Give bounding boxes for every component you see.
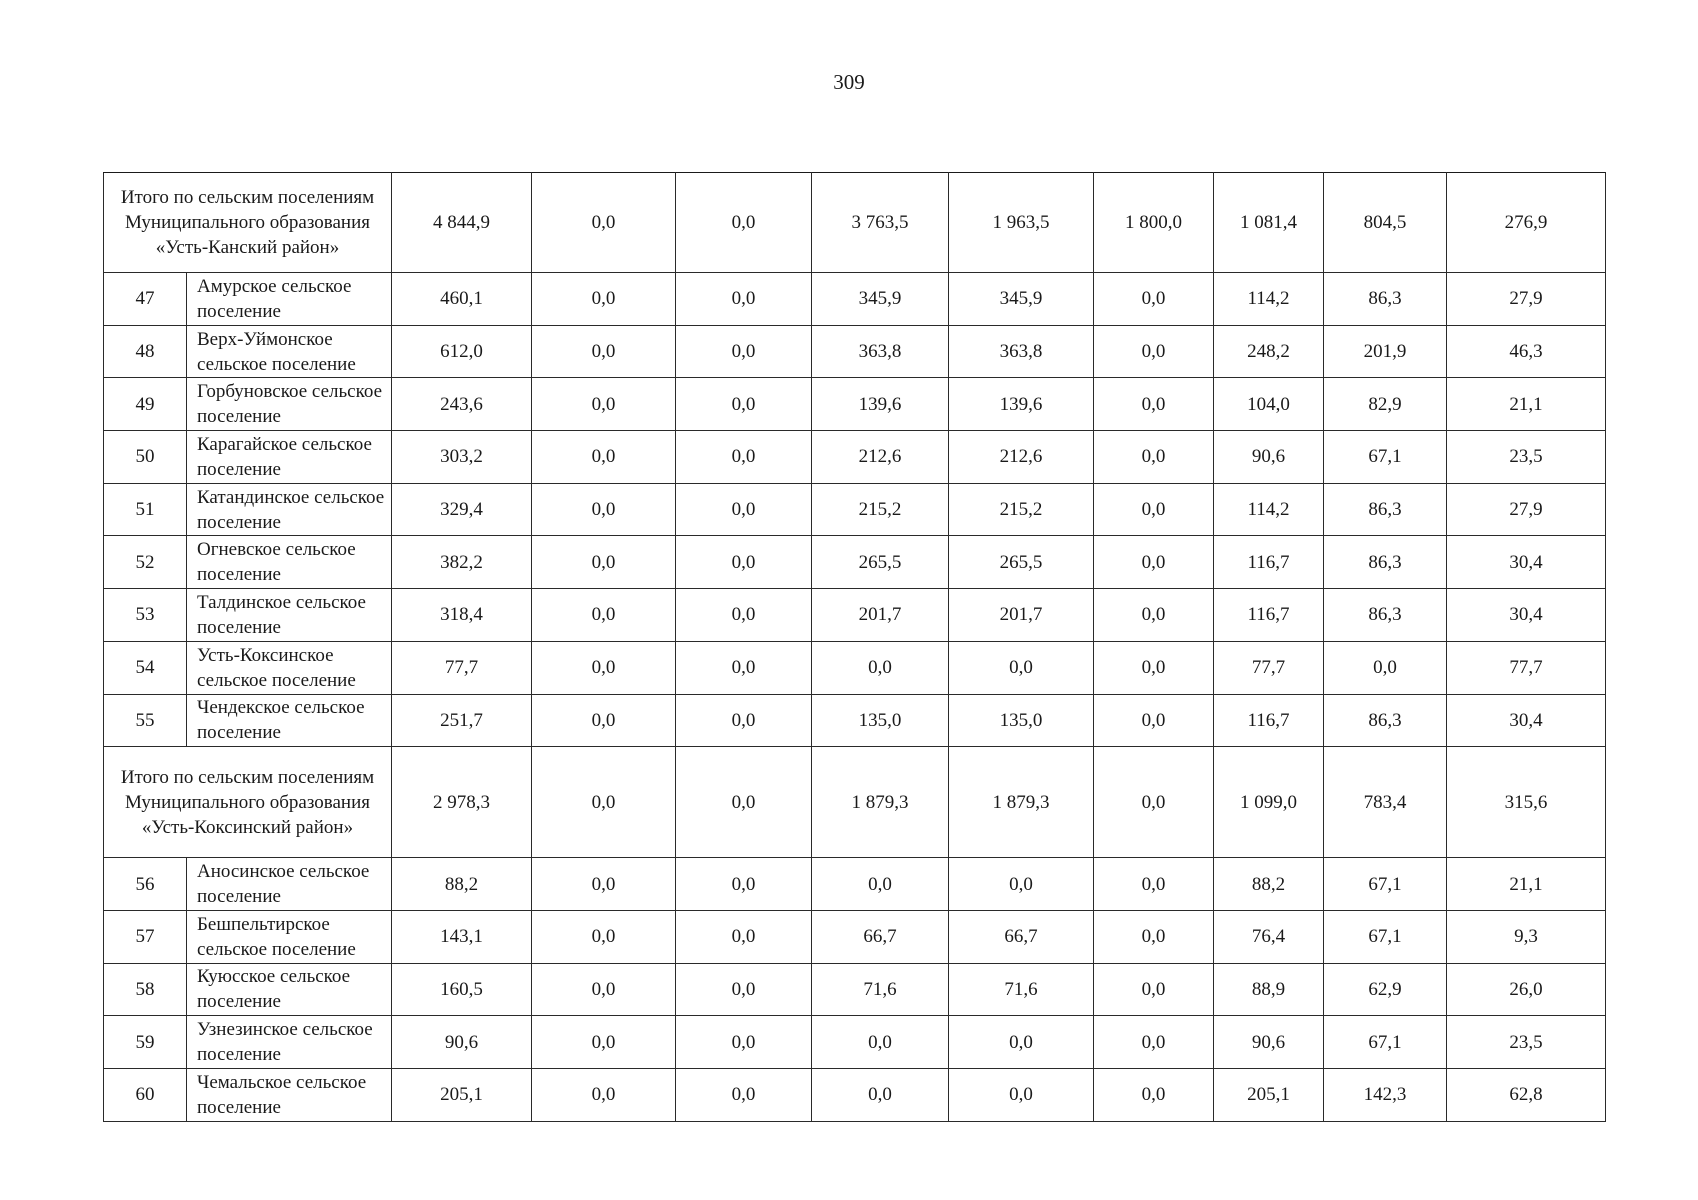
total-label: Итого по сельским поселениям Муниципального образования «Усть-Коксинский район» (104, 747, 392, 858)
value-cell: 104,0 (1214, 378, 1324, 431)
value-cell: 265,5 (949, 536, 1094, 589)
value-cell: 804,5 (1324, 173, 1447, 273)
settlement-name: Узнезинское сельское поселение (187, 1016, 392, 1069)
value-cell: 116,7 (1214, 536, 1324, 589)
value-cell: 0,0 (1094, 378, 1214, 431)
value-cell: 205,1 (392, 1068, 532, 1121)
value-cell: 345,9 (812, 273, 949, 326)
value-cell: 88,2 (1214, 858, 1324, 911)
value-cell: 114,2 (1214, 273, 1324, 326)
table-row (104, 858, 1606, 911)
value-cell: 345,9 (949, 273, 1094, 326)
row-number: 52 (104, 536, 187, 589)
value-cell: 201,7 (949, 589, 1094, 642)
row-number: 53 (104, 589, 187, 642)
value-cell: 139,6 (812, 378, 949, 431)
value-cell: 0,0 (1094, 1068, 1214, 1121)
settlement-name: Чемальское сельское поселение (187, 1068, 392, 1121)
row-number: 50 (104, 431, 187, 484)
value-cell: 86,3 (1324, 694, 1447, 747)
value-cell: 0,0 (676, 325, 812, 378)
value-cell: 88,2 (392, 858, 532, 911)
table-row (104, 694, 1606, 747)
value-cell: 0,0 (676, 378, 812, 431)
value-cell: 0,0 (532, 1068, 676, 1121)
value-cell: 0,0 (676, 1016, 812, 1069)
value-cell: 276,9 (1447, 173, 1606, 273)
value-cell: 0,0 (532, 325, 676, 378)
settlement-name: Верх-Уймонское сельское поселение (187, 325, 392, 378)
row-number: 59 (104, 1016, 187, 1069)
row-number: 47 (104, 273, 187, 326)
value-cell: 135,0 (812, 694, 949, 747)
value-cell: 27,9 (1447, 483, 1606, 536)
row-number: 56 (104, 858, 187, 911)
value-cell: 86,3 (1324, 273, 1447, 326)
value-cell: 88,9 (1214, 963, 1324, 1016)
value-cell: 1 879,3 (812, 747, 949, 858)
value-cell: 139,6 (949, 378, 1094, 431)
value-cell: 382,2 (392, 536, 532, 589)
value-cell: 1 879,3 (949, 747, 1094, 858)
table-row (104, 273, 1606, 326)
settlement-name: Аносинское сельское поселение (187, 858, 392, 911)
value-cell: 1 800,0 (1094, 173, 1214, 273)
value-cell: 0,0 (676, 858, 812, 911)
value-cell: 0,0 (1094, 858, 1214, 911)
value-cell: 0,0 (676, 536, 812, 589)
value-cell: 0,0 (1094, 536, 1214, 589)
value-cell: 0,0 (532, 536, 676, 589)
row-number: 58 (104, 963, 187, 1016)
value-cell: 62,8 (1447, 1068, 1606, 1121)
settlement-name: Талдинское сельское поселение (187, 589, 392, 642)
value-cell: 0,0 (949, 1016, 1094, 1069)
value-cell: 303,2 (392, 431, 532, 484)
value-cell: 0,0 (949, 858, 1094, 911)
value-cell: 329,4 (392, 483, 532, 536)
row-number: 60 (104, 1068, 187, 1121)
value-cell: 212,6 (949, 431, 1094, 484)
value-cell: 0,0 (812, 858, 949, 911)
value-cell: 0,0 (1094, 325, 1214, 378)
value-cell: 0,0 (532, 963, 676, 1016)
value-cell: 1 081,4 (1214, 173, 1324, 273)
value-cell: 0,0 (676, 173, 812, 273)
value-cell: 0,0 (676, 963, 812, 1016)
value-cell: 0,0 (532, 431, 676, 484)
value-cell: 612,0 (392, 325, 532, 378)
value-cell: 0,0 (812, 1016, 949, 1069)
value-cell: 26,0 (1447, 963, 1606, 1016)
value-cell: 201,7 (812, 589, 949, 642)
value-cell: 1 963,5 (949, 173, 1094, 273)
settlement-name: Катандинское сельское поселение (187, 483, 392, 536)
value-cell: 783,4 (1324, 747, 1447, 858)
row-number: 49 (104, 378, 187, 431)
value-cell: 62,9 (1324, 963, 1447, 1016)
value-cell: 27,9 (1447, 273, 1606, 326)
value-cell: 0,0 (532, 641, 676, 694)
value-cell: 0,0 (676, 1068, 812, 1121)
row-number: 55 (104, 694, 187, 747)
value-cell: 71,6 (949, 963, 1094, 1016)
table-row (104, 536, 1606, 589)
value-cell: 86,3 (1324, 536, 1447, 589)
table-row (104, 963, 1606, 1016)
value-cell: 67,1 (1324, 910, 1447, 963)
value-cell: 0,0 (1324, 641, 1447, 694)
value-cell: 0,0 (532, 858, 676, 911)
budget-table (103, 172, 1606, 1122)
value-cell: 71,6 (812, 963, 949, 1016)
value-cell: 0,0 (532, 747, 676, 858)
total-row (104, 173, 1606, 273)
table-row (104, 378, 1606, 431)
value-cell: 0,0 (1094, 747, 1214, 858)
value-cell: 67,1 (1324, 858, 1447, 911)
value-cell: 212,6 (812, 431, 949, 484)
value-cell: 0,0 (1094, 910, 1214, 963)
value-cell: 4 844,9 (392, 173, 532, 273)
value-cell: 243,6 (392, 378, 532, 431)
value-cell: 67,1 (1324, 431, 1447, 484)
row-number: 48 (104, 325, 187, 378)
value-cell: 77,7 (1447, 641, 1606, 694)
value-cell: 315,6 (1447, 747, 1606, 858)
table-row (104, 325, 1606, 378)
value-cell: 0,0 (1094, 1016, 1214, 1069)
table-row (104, 910, 1606, 963)
value-cell: 0,0 (676, 483, 812, 536)
value-cell: 251,7 (392, 694, 532, 747)
value-cell: 0,0 (532, 1016, 676, 1069)
value-cell: 0,0 (1094, 483, 1214, 536)
value-cell: 0,0 (676, 910, 812, 963)
value-cell: 86,3 (1324, 483, 1447, 536)
value-cell: 90,6 (1214, 431, 1324, 484)
value-cell: 116,7 (1214, 589, 1324, 642)
value-cell: 0,0 (532, 378, 676, 431)
settlement-name: Огневское сельское поселение (187, 536, 392, 589)
settlement-name: Карагайское сельское поселение (187, 431, 392, 484)
value-cell: 215,2 (812, 483, 949, 536)
value-cell: 77,7 (1214, 641, 1324, 694)
value-cell: 82,9 (1324, 378, 1447, 431)
value-cell: 1 099,0 (1214, 747, 1324, 858)
value-cell: 0,0 (1094, 431, 1214, 484)
value-cell: 0,0 (532, 910, 676, 963)
total-label: Итого по сельским поселениям Муниципального образования «Усть-Канский район» (104, 173, 392, 273)
value-cell: 0,0 (532, 589, 676, 642)
value-cell: 142,3 (1324, 1068, 1447, 1121)
value-cell: 23,5 (1447, 431, 1606, 484)
settlement-name: Усть-Коксинское сельское поселение (187, 641, 392, 694)
value-cell: 0,0 (532, 694, 676, 747)
value-cell: 0,0 (1094, 641, 1214, 694)
value-cell: 0,0 (1094, 694, 1214, 747)
value-cell: 67,1 (1324, 1016, 1447, 1069)
total-row (104, 747, 1606, 858)
value-cell: 23,5 (1447, 1016, 1606, 1069)
value-cell: 363,8 (949, 325, 1094, 378)
value-cell: 0,0 (532, 273, 676, 326)
settlement-name: Горбуновское сельское поселение (187, 378, 392, 431)
value-cell: 0,0 (532, 483, 676, 536)
value-cell: 205,1 (1214, 1068, 1324, 1121)
table-body (104, 173, 1606, 1122)
value-cell: 135,0 (949, 694, 1094, 747)
value-cell: 66,7 (812, 910, 949, 963)
value-cell: 0,0 (1094, 963, 1214, 1016)
value-cell: 0,0 (676, 431, 812, 484)
value-cell: 21,1 (1447, 378, 1606, 431)
table-row (104, 1068, 1606, 1121)
value-cell: 265,5 (812, 536, 949, 589)
settlement-name: Чендекское сельское поселение (187, 694, 392, 747)
value-cell: 114,2 (1214, 483, 1324, 536)
value-cell: 30,4 (1447, 589, 1606, 642)
value-cell: 77,7 (392, 641, 532, 694)
value-cell: 46,3 (1447, 325, 1606, 378)
settlement-name: Амурское сельское поселение (187, 273, 392, 326)
value-cell: 0,0 (676, 641, 812, 694)
value-cell: 90,6 (392, 1016, 532, 1069)
settlement-name: Куюсское сельское поселение (187, 963, 392, 1016)
value-cell: 86,3 (1324, 589, 1447, 642)
page-number: 309 (833, 70, 865, 94)
value-cell: 143,1 (392, 910, 532, 963)
value-cell: 90,6 (1214, 1016, 1324, 1069)
value-cell: 0,0 (532, 173, 676, 273)
value-cell: 0,0 (1094, 273, 1214, 326)
value-cell: 201,9 (1324, 325, 1447, 378)
value-cell: 0,0 (812, 1068, 949, 1121)
value-cell: 9,3 (1447, 910, 1606, 963)
value-cell: 0,0 (949, 641, 1094, 694)
table-row (104, 1016, 1606, 1069)
value-cell: 0,0 (676, 589, 812, 642)
table-row (104, 483, 1606, 536)
value-cell: 0,0 (676, 694, 812, 747)
value-cell: 160,5 (392, 963, 532, 1016)
table-row (104, 431, 1606, 484)
value-cell: 0,0 (949, 1068, 1094, 1121)
value-cell: 215,2 (949, 483, 1094, 536)
value-cell: 30,4 (1447, 536, 1606, 589)
value-cell: 318,4 (392, 589, 532, 642)
settlement-name: Бешпельтирское сельское поселение (187, 910, 392, 963)
value-cell: 66,7 (949, 910, 1094, 963)
value-cell: 0,0 (812, 641, 949, 694)
row-number: 51 (104, 483, 187, 536)
value-cell: 76,4 (1214, 910, 1324, 963)
value-cell: 0,0 (676, 747, 812, 858)
value-cell: 363,8 (812, 325, 949, 378)
table-row (104, 589, 1606, 642)
value-cell: 30,4 (1447, 694, 1606, 747)
value-cell: 0,0 (676, 273, 812, 326)
value-cell: 3 763,5 (812, 173, 949, 273)
value-cell: 248,2 (1214, 325, 1324, 378)
value-cell: 116,7 (1214, 694, 1324, 747)
value-cell: 21,1 (1447, 858, 1606, 911)
table-row (104, 641, 1606, 694)
row-number: 57 (104, 910, 187, 963)
row-number: 54 (104, 641, 187, 694)
value-cell: 0,0 (1094, 589, 1214, 642)
value-cell: 460,1 (392, 273, 532, 326)
value-cell: 2 978,3 (392, 747, 532, 858)
